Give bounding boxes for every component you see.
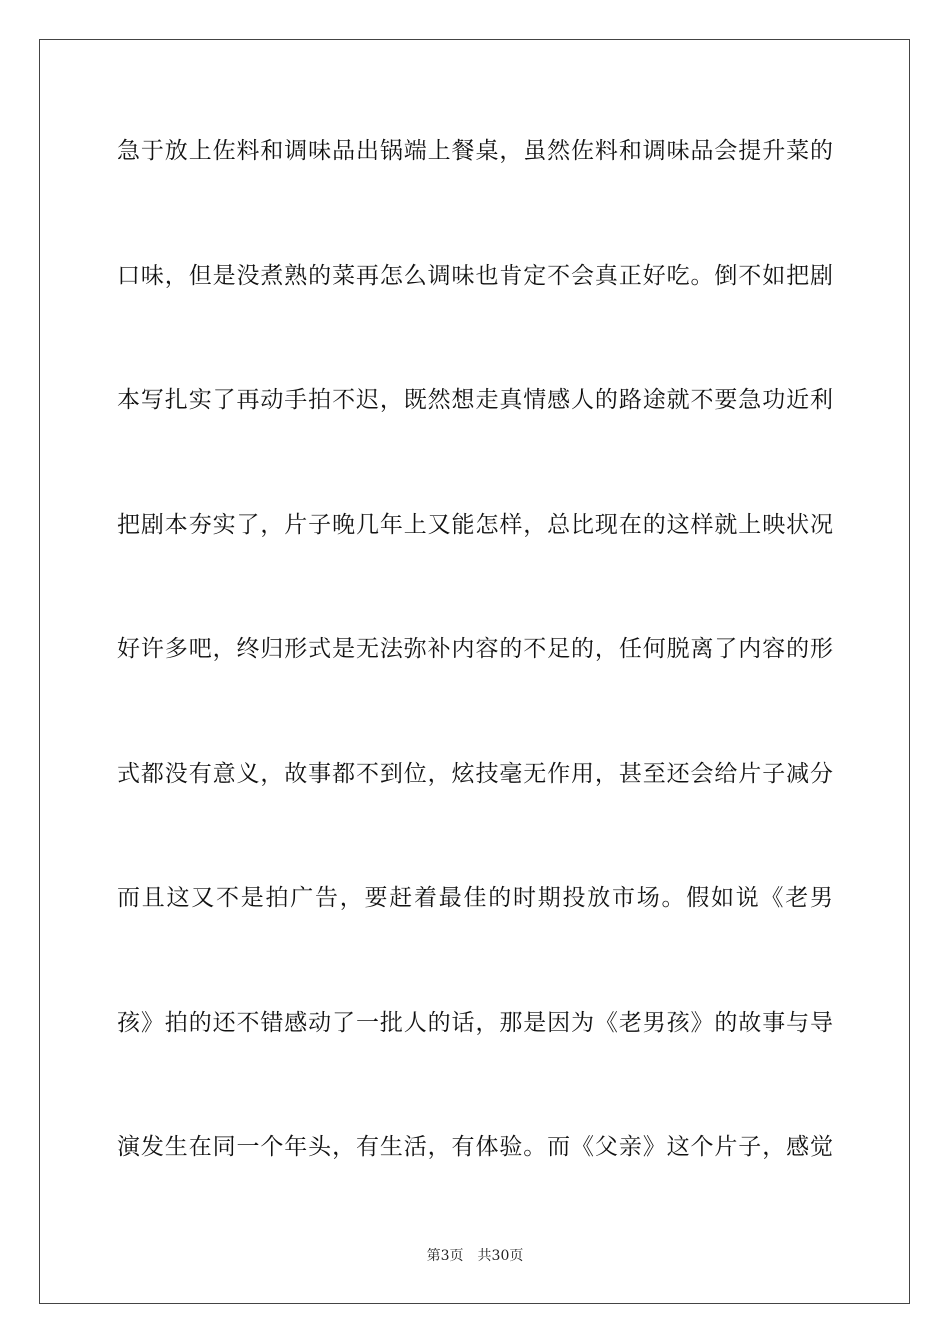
text-line: 而且这又不是拍广告，要赶着最佳的时期投放市场。假如说《老男: [117, 885, 833, 911]
document-body: [117, 131, 833, 1252]
page-number: 第3页: [426, 1248, 464, 1264]
text-line: 口味，但是没煮熟的菜再怎么调味也肯定不会真正好吃。倒不如把剧: [117, 262, 833, 289]
page-footer: [0, 1247, 950, 1265]
text-line: 急于放上佐料和调味品出锅端上餐桌，虽然佐料和调味品会提升菜的: [117, 138, 833, 164]
text-line: 好许多吧，终归形式是无法弥补内容的不足的，任何脱离了内容的形: [117, 636, 833, 662]
page-total: 共30页: [477, 1248, 524, 1264]
text-line: 把剧本夯实了，片子晚几年上又能怎样，总比现在的这样就上映状况: [117, 511, 833, 538]
text-line: 式都没有意义，故事都不到位，炫技毫无作用，甚至还会给片子减分: [117, 760, 833, 787]
text-line: 孩》拍的还不错感动了一批人的话，那是因为《老男孩》的故事与导: [117, 1009, 833, 1036]
text-line: 演发生在同一个年头，有生活，有体验。而《父亲》这个片子，感觉: [117, 1134, 833, 1160]
text-line: 本写扎实了再动手拍不迟，既然想走真情感人的路途就不要急功近利: [117, 387, 833, 413]
